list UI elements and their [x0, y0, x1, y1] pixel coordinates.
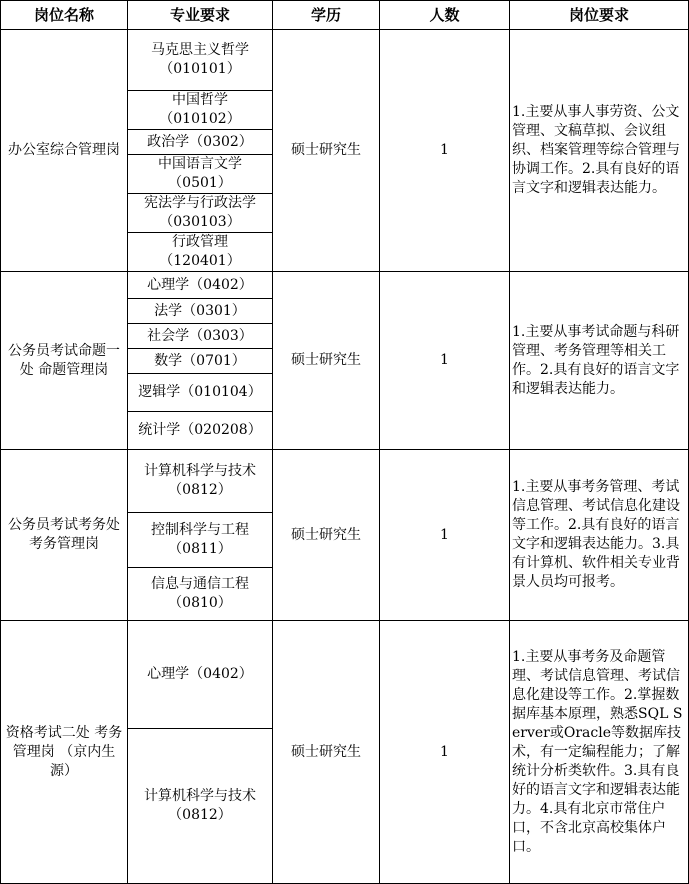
requirements-cell: 1.主要从事人事劳资、公文管理、文稿草拟、会议组织、档案管理等综合管理与协调工作。2.具有良好的语言文字和逻辑表达能力。: [510, 30, 689, 272]
education-cell: 硕士研究生: [273, 272, 380, 450]
major-cell: [128, 513, 273, 568]
major-name: 社会学（0303）: [147, 327, 253, 344]
major-code: （010102）: [159, 111, 241, 127]
requirements-cell: 1.主要从事考试命题与科研管理、考务管理等相关工作。2.具有良好的语言文字和逻辑表达能力。: [510, 272, 689, 450]
major-name: 计算机科学与技术: [144, 463, 256, 479]
education-cell: 硕士研究生: [273, 621, 380, 884]
major-cell: [128, 729, 273, 884]
major-name: 控制科学与工程: [151, 522, 249, 538]
major-name: 马克思主义哲学: [151, 42, 249, 58]
major-name: 统计学（020208）: [138, 422, 262, 438]
major-cell: [128, 233, 273, 272]
position-name-cell: 办公室综合管理岗: [1, 30, 128, 272]
major-name: 中国语言文学: [158, 156, 242, 172]
major-code: （0812）: [168, 807, 232, 823]
header-education: 学历: [273, 1, 380, 30]
major-cell: [128, 155, 273, 194]
header-major-requirement: 专业要求: [128, 1, 273, 30]
count-cell: 1: [380, 621, 510, 884]
header-position-name: 岗位名称: [1, 1, 128, 30]
major-cell: [128, 412, 273, 450]
major-code: （030103）: [159, 214, 241, 230]
major-name: 法学（0301）: [154, 302, 246, 319]
table-header-row: [1, 1, 689, 30]
major-cell: [128, 30, 273, 91]
major-code: （0812）: [168, 482, 232, 498]
major-cell: [128, 568, 273, 621]
major-name: 信息与通信工程: [151, 576, 249, 592]
major-cell: [128, 299, 273, 324]
requirements-cell: 1.主要从事考务管理、考试信息管理、考试信息化建设等工作。2.具有良好的语言文字和逻辑表达能力。3.具有计算机、软件相关专业背景人员均可报考。: [510, 450, 689, 621]
major-cell: [128, 91, 273, 130]
position-name-cell: 公务员考试命题一处 命题管理岗: [1, 272, 128, 450]
major-code: （0501）: [168, 175, 232, 191]
major-name: 逻辑学（010104）: [138, 384, 262, 400]
major-cell: [128, 450, 273, 513]
major-cell: [128, 194, 273, 233]
header-position-requirement: 岗位要求: [510, 1, 689, 30]
major-cell: [128, 621, 273, 729]
major-name: 计算机科学与技术: [144, 788, 256, 804]
position-name-cell: 资格考试二处 考务管理岗 （京内生源）: [1, 621, 128, 884]
major-code: （010101）: [159, 61, 241, 77]
major-name: 政治学（0302）: [147, 133, 253, 150]
table-row: [1, 450, 689, 513]
count-cell: 1: [380, 272, 510, 450]
major-cell: [128, 374, 273, 412]
major-code: （120401）: [159, 253, 241, 269]
major-name: 心理学（0402）: [147, 276, 253, 293]
table-row: [1, 272, 689, 299]
major-code: （0811）: [168, 541, 232, 557]
table-row: [1, 621, 689, 729]
table-row: [1, 30, 689, 91]
education-cell: 硕士研究生: [273, 450, 380, 621]
major-name: 心理学（0402）: [147, 666, 253, 682]
requirements-cell: 1.主要从事考务及命题管理、考试信息管理、考试信息化建设等工作。2.掌握数据库基本原理，熟悉SQL Server或Oracle等数据库技术，有一定编程能力；了解统计分析类软件。3.具有良好的语言文字和逻辑表达能力。4.具有北京市常住户口，不含北京高校集体户口。: [510, 621, 689, 884]
major-cell: [128, 324, 273, 349]
major-name: 数学（0701）: [154, 352, 246, 369]
major-cell: [128, 272, 273, 299]
major-cell: [128, 130, 273, 155]
major-name: 中国哲学: [172, 92, 228, 108]
header-count: 人数: [380, 1, 510, 30]
position-name-cell: 公务员考试考务处 考务管理岗: [1, 450, 128, 621]
major-name: 行政管理: [172, 234, 228, 250]
major-name: 宪法学与行政法学: [144, 195, 256, 211]
count-cell: 1: [380, 450, 510, 621]
education-cell: 硕士研究生: [273, 30, 380, 272]
major-code: （0810）: [168, 595, 232, 611]
major-cell: [128, 349, 273, 374]
count-cell: 1: [380, 30, 510, 272]
